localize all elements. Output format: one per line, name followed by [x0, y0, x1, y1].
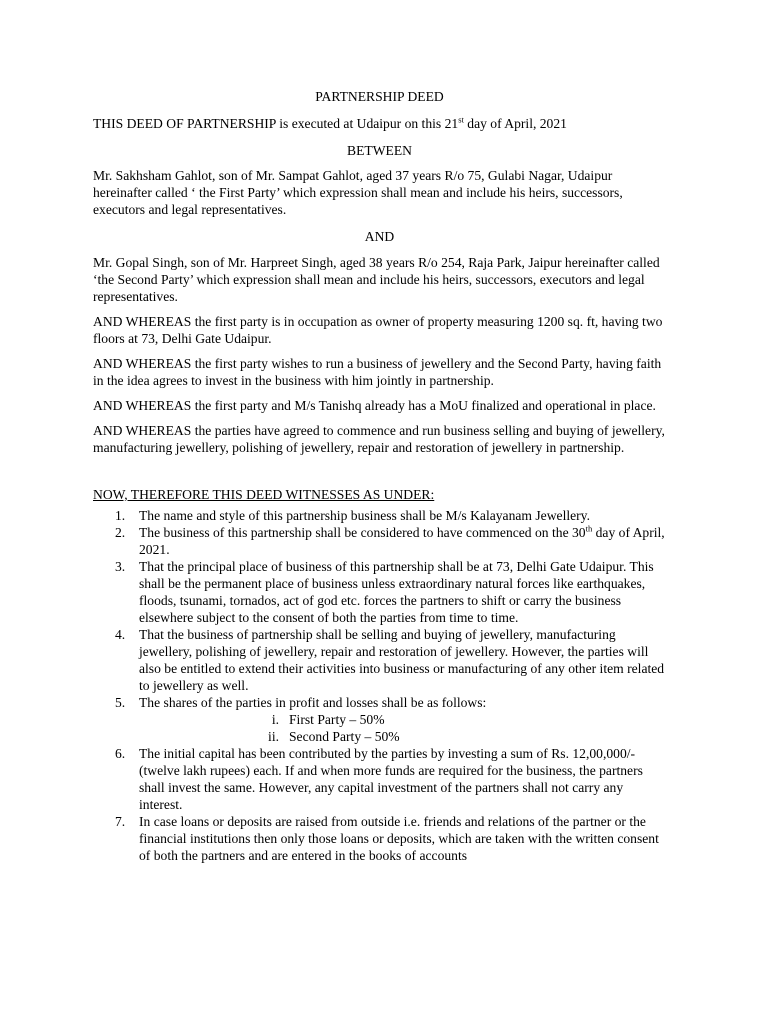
- clause-number: 7.: [115, 814, 126, 829]
- between-heading: BETWEEN: [347, 143, 412, 158]
- whereas-paragraph: AND WHEREAS the first party is in occupation as owner of property measuring 1200 sq. ft, having two floors at 73, Delhi Gate Udaipur.: [93, 314, 663, 346]
- clause-number: 6.: [115, 746, 126, 761]
- clause-item: [115, 694, 666, 745]
- clause-text: That the principal place of business of this partnership shall be at 73, Delhi Gate Udaipur. This shall be the permanent place of business unless extraordinary natural forces like earthquakes, floods, tsunami, tornados, act of god etc. forces the partners to shift or carry the business elsewhere subject to the consent of both the parties from time to time.: [139, 559, 654, 625]
- execution-text: THIS DEED OF PARTNERSHIP is executed at Udaipur on this 21: [93, 116, 459, 131]
- clause-item: [115, 507, 666, 524]
- clause-number: 5.: [115, 695, 126, 710]
- clause-item: [115, 745, 666, 813]
- first-party-paragraph: Mr. Sakhsham Gahlot, son of Mr. Sampat Gahlot, aged 37 years R/o 75, Gulabi Nagar, Udaipur hereinafter called ‘ the First Party’ which expression shall mean and include his heirs, successors, executors and legal representatives.: [93, 168, 623, 217]
- share-text: Second Party – 50%: [289, 729, 400, 744]
- witness-heading: NOW, THEREFORE THIS DEED WITNESSES AS UNDER:: [93, 487, 435, 502]
- clause-item: [115, 813, 666, 864]
- execution-statement: [93, 115, 666, 132]
- second-party-paragraph: Mr. Gopal Singh, son of Mr. Harpreet Singh, aged 38 years R/o 254, Raja Park, Jaipur hereinafter called ‘the Second Party’ which expression shall mean and include his heirs, successors, executors and legal representatives.: [93, 255, 660, 304]
- clause-item: [115, 626, 666, 694]
- clause-text: That the business of partnership shall be selling and buying of jewellery, manufacturing jewellery, polishing of jewellery, repair and restoration of jewellery. However, the parties will also be entitled to extend their activities into business or manufacturing of any other item related to jewellery as well.: [139, 627, 665, 693]
- share-item: [139, 728, 666, 745]
- whereas-paragraph: AND WHEREAS the first party wishes to run a business of jewellery and the Second Party, having faith in the idea agrees to invest in the business with him jointly in partnership.: [93, 356, 662, 388]
- execution-ordinal: st: [458, 114, 464, 125]
- clause-number: 2.: [115, 525, 126, 540]
- share-number: i.: [271, 712, 279, 727]
- execution-date-text: day of April, 2021: [463, 116, 567, 131]
- clause-text-suffix: day of April, 2021.: [139, 525, 665, 557]
- clause-number: 3.: [115, 559, 126, 574]
- clause-text: The business of this partnership shall be considered to have commenced on the 30: [139, 525, 586, 540]
- and-heading: AND: [364, 229, 395, 244]
- clause-text: The initial capital has been contributed by the parties by investing a sum of Rs. 12,00,000/- (twelve lakh rupees) each. If and when more funds are required for the business, the partners shall invest the same. However, any capital investment of the partners shall not carry any interest.: [139, 746, 643, 812]
- share-item: [139, 711, 666, 728]
- clauses-list: [93, 507, 666, 864]
- shares-list: [139, 711, 666, 745]
- share-text: First Party – 50%: [289, 712, 385, 727]
- clause-text: In case loans or deposits are raised from outside i.e. friends and relations of the partner or the financial institutions then only those loans or deposits, which are taken with the written consent of both the partners and are entered in the books of accounts: [139, 814, 659, 863]
- clause-ordinal: th: [585, 523, 593, 534]
- clause-number: 1.: [115, 508, 126, 523]
- whereas-paragraph: AND WHEREAS the parties have agreed to commence and run business selling and buying of jewellery, manufacturing jewellery, polishing of jewellery, repair and restoration of jewellery in partnership.: [93, 423, 665, 455]
- share-number: ii.: [268, 729, 279, 744]
- document-title: PARTNERSHIP DEED: [315, 89, 444, 104]
- clause-number: 4.: [115, 627, 126, 642]
- clause-item: [115, 523, 666, 558]
- whereas-paragraph: AND WHEREAS the first party and M/s Tanishq already has a MoU finalized and operational in place.: [93, 398, 656, 413]
- clause-item: [115, 558, 666, 626]
- clause-text: The shares of the parties in profit and losses shall be as follows:: [139, 695, 487, 710]
- clause-text: The name and style of this partnership business shall be M/s Kalayanam Jewellery.: [139, 508, 590, 523]
